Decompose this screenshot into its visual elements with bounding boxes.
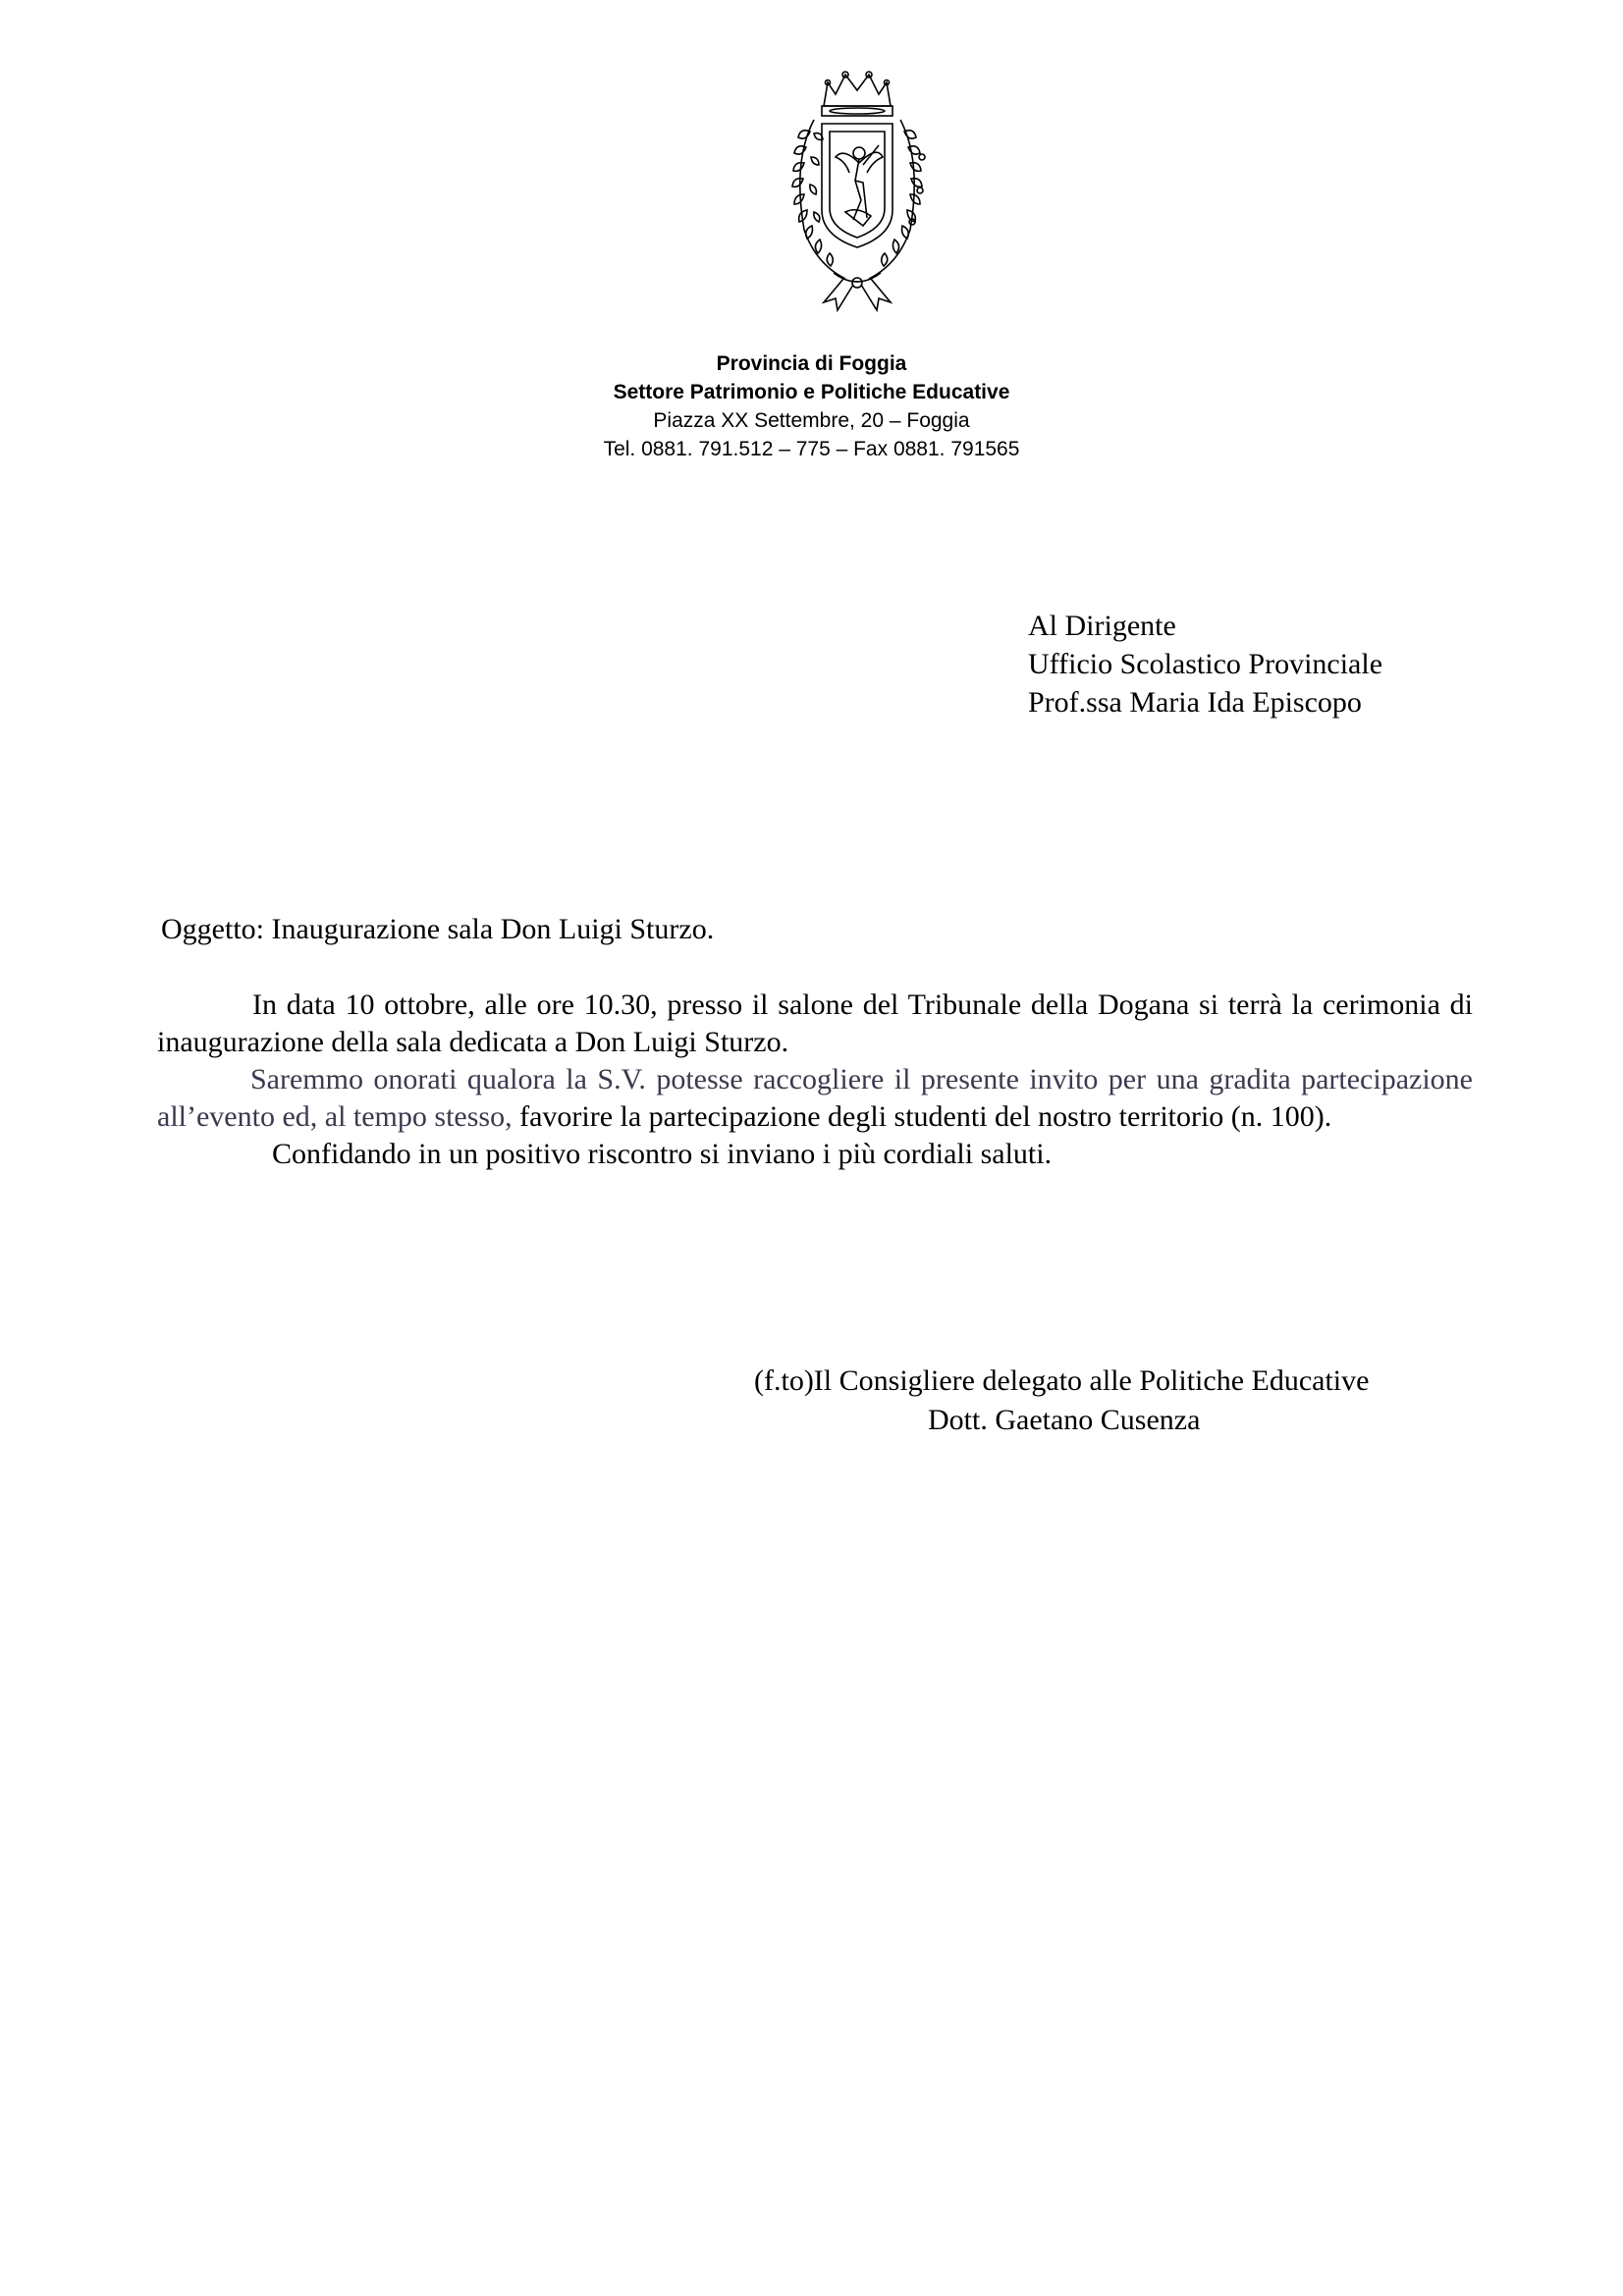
paragraph-2-grey-text: Saremmo onorati qualora la S.V. potesse raccogliere il presente invito per una gradita partecipazione all’evento ed, al tempo stesso, xyxy=(157,1063,1473,1133)
paragraph-3: Confidando in un positivo riscontro si inviano i più cordiali saluti. xyxy=(272,1138,1053,1170)
paragraph-1: In data 10 ottobre, alle ore 10.30, presso il salone del Tribunale della Dogana si terrà la cerimonia di inaugurazione della sala dedicata a Don Luigi Sturzo. xyxy=(157,988,1473,1058)
signature-name: Dott. Gaetano Cusenza xyxy=(928,1404,1201,1436)
letterhead xyxy=(0,349,1623,463)
letter-body xyxy=(157,987,1473,1173)
paragraph-2 xyxy=(157,1061,1473,1136)
recipient-block xyxy=(1028,607,1382,721)
address: Piazza XX Settembre, 20 – Foggia xyxy=(653,409,970,432)
recipient-line-2: Ufficio Scolastico Provinciale xyxy=(1028,648,1383,680)
org-name: Provincia di Foggia xyxy=(716,352,907,375)
phone-fax: Tel. 0881. 791.512 – 775 – Fax 0881. 791565 xyxy=(603,438,1020,460)
paragraph-2-black-text: favorire la partecipazione degli studenti del nostro territorio (n. 100). xyxy=(519,1100,1332,1133)
sector-name: Settore Patrimonio e Politiche Educative xyxy=(613,381,1010,403)
subject-line: Oggetto: Inaugurazione sala Don Luigi Sturzo. xyxy=(161,913,715,945)
recipient-line-1: Al Dirigente xyxy=(1028,610,1176,642)
signature-block xyxy=(754,1362,1461,1440)
recipient-line-3: Prof.ssa Maria Ida Episcopo xyxy=(1028,686,1362,719)
coat-of-arms-icon xyxy=(765,63,949,313)
signature-line-1: (f.to)Il Consigliere delegato alle Politiche Educative xyxy=(754,1364,1370,1397)
